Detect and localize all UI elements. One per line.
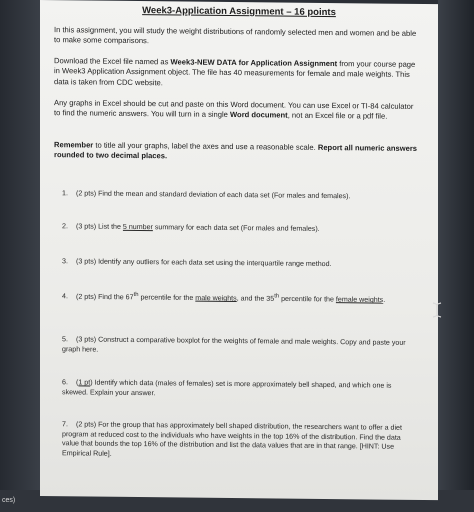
- question-1: [62, 189, 414, 202]
- question-7-number: 7.: [62, 420, 68, 429]
- question-5-text: (3 pts) Construct a comparative boxplot for the weights of female and male weights. Copy and paste your graph here.: [62, 335, 406, 354]
- remember-paragraph: [54, 140, 420, 164]
- download-text-1: Download the Excel file named as: [54, 56, 171, 67]
- document-page: [40, 0, 438, 500]
- left-background: [0, 0, 40, 512]
- question-4-number: 4.: [62, 292, 68, 301]
- question-3-number: 3.: [62, 257, 68, 266]
- question-4-sup-1: th: [133, 291, 139, 299]
- download-paragraph: [54, 56, 420, 91]
- question-1-number: 1.: [62, 189, 68, 198]
- intro-paragraph: In this assignment, you will study the weight distributions of randomly selected men and women and be able to make some comparisons.: [54, 25, 417, 46]
- question-2: [62, 222, 414, 235]
- remember-bold-2: Report all numeric answers rounded to two decimal places.: [54, 142, 418, 161]
- question-7: [62, 420, 414, 462]
- question-6-number: 6.: [62, 378, 68, 387]
- graphs-text-1: Any graphs in Excel should be cut and paste on this Word document. You can use Excel or TI-84 calculator to find the numeric answers. You will turn in a single: [54, 98, 414, 120]
- question-6-text-1: (: [76, 378, 79, 387]
- question-1-text: (2 pts) Find the mean and standard deviation of each data set (For males and females).: [76, 189, 351, 201]
- graphs-paragraph: [54, 98, 420, 122]
- page-title: Week3-Application Assignment – 16 points: [142, 5, 336, 19]
- question-4-sup-2: th: [274, 293, 280, 300]
- question-4-text-2: percentile for the: [138, 293, 196, 302]
- question-2-text-2: summary for each data set (For males and females).: [152, 223, 320, 233]
- remember-text: to title all your graphs, label the axes and use a reasonable scale.: [93, 140, 318, 152]
- question-2-number: 2.: [62, 222, 68, 231]
- question-4-text-3: , and the 35: [236, 294, 275, 303]
- taskbar-label: ces): [2, 497, 16, 504]
- question-4-underlined-1: male weights: [195, 293, 237, 303]
- question-6: [62, 378, 414, 401]
- right-background: [438, 0, 474, 512]
- question-4: [62, 290, 414, 306]
- question-4-text-5: .: [383, 295, 386, 304]
- download-text-2: from your course page in Week3 Application Assignment object. The file has 40 measurements for female and male weights. This data is taken from CDC website.: [54, 59, 416, 87]
- question-3: [62, 257, 414, 270]
- question-5: [62, 335, 414, 358]
- question-4-text-4: percentile for the: [279, 294, 336, 304]
- question-4-underlined-2: female weights: [335, 295, 384, 304]
- text-cursor-icon: [432, 302, 442, 318]
- graphs-bold: Word document: [230, 110, 288, 120]
- graphs-text-2: , not an Excel file or a pdf file.: [287, 110, 388, 121]
- question-3-text: (3 pts) Identify any outliers for each data set using the interquartile range method.: [76, 257, 332, 269]
- download-file-name: Week3-NEW DATA for Application Assignment: [170, 57, 338, 69]
- question-6-underlined: 1 pt: [78, 378, 91, 387]
- question-2-text-1: (3 pts) List the: [76, 222, 123, 231]
- remember-bold-1: Remember: [54, 140, 94, 150]
- question-2-underlined: 5 number: [122, 222, 153, 232]
- question-5-number: 5.: [62, 335, 68, 344]
- question-7-text: (2 pts) For the group that has approximately bell shaped distribution, the researchers want to offer a diet program at reduced cost to the individuals who have weights in the top 16% of the distribution. Find the data value that bounds the top 16% of the distribution and list the data values that are in that range. [HINT: Use Empirical Rule].: [62, 420, 402, 458]
- question-6-text-2: ) Identify which data (males of females) set is more approximately bell shaped, and which one is skewed. Explain your answer.: [62, 378, 392, 397]
- question-4-text-1: (2 pts) Find the 67: [76, 292, 134, 302]
